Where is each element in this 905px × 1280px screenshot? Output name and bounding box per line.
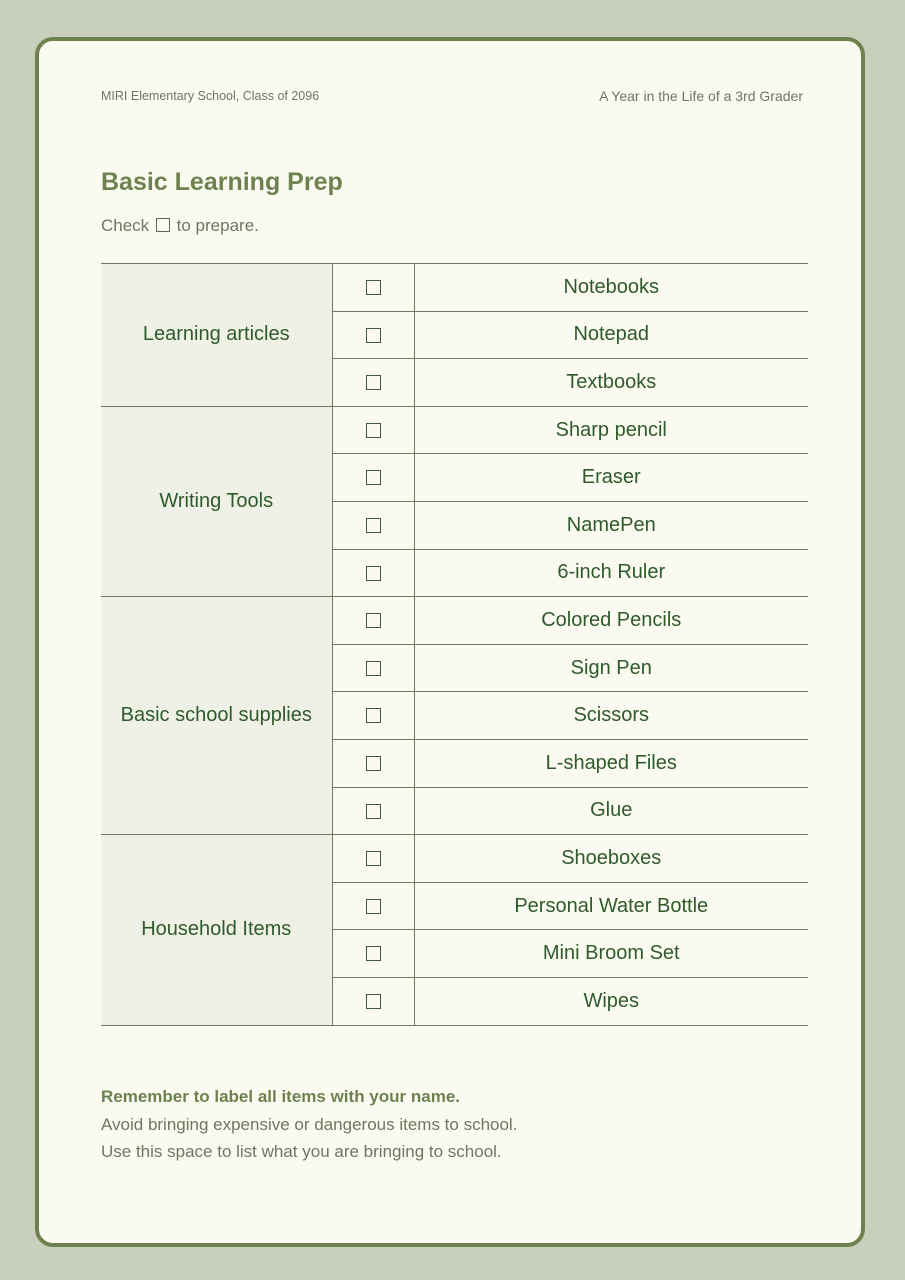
checklist-card	[35, 37, 865, 1247]
item-checkbox[interactable]	[366, 994, 381, 1009]
item-label: Sign Pen	[414, 644, 808, 692]
checkbox-cell	[332, 930, 414, 978]
category-label: Household Items	[101, 835, 332, 1025]
checkbox-cell	[332, 454, 414, 502]
item-label: Sharp pencil	[414, 406, 808, 454]
item-label: Glue	[414, 787, 808, 835]
item-label: 6-inch Ruler	[414, 549, 808, 597]
notes-section	[101, 1083, 517, 1166]
checkbox-cell	[332, 311, 414, 359]
note-avoid: Avoid bringing expensive or dangerous items to school.	[101, 1114, 518, 1134]
item-checkbox[interactable]	[366, 375, 381, 390]
item-label: Scissors	[414, 692, 808, 740]
checklist-row	[101, 264, 808, 312]
series-title: A Year in the Life of a 3rd Grader	[599, 88, 803, 104]
checklist-table	[101, 263, 808, 1026]
item-label: Notebooks	[414, 264, 808, 312]
checklist-row	[101, 597, 808, 645]
checklist-body	[101, 264, 808, 1026]
instruction-after: to prepare.	[176, 216, 259, 235]
item-checkbox[interactable]	[366, 470, 381, 485]
item-checkbox[interactable]	[366, 280, 381, 295]
checkbox-cell	[332, 264, 414, 312]
checkbox-cell	[332, 501, 414, 549]
checkbox-cell	[332, 644, 414, 692]
item-label: Colored Pencils	[414, 597, 808, 645]
checkbox-icon	[156, 218, 170, 232]
item-label: Personal Water Bottle	[414, 882, 808, 930]
note-label-reminder: Remember to label all items with your name.	[101, 1087, 460, 1106]
item-label: L-shaped Files	[414, 739, 808, 787]
item-checkbox[interactable]	[366, 708, 381, 723]
instruction-before: Check	[101, 216, 150, 235]
item-label: Notepad	[414, 311, 808, 359]
checkbox-cell	[332, 787, 414, 835]
item-checkbox[interactable]	[366, 899, 381, 914]
item-checkbox[interactable]	[366, 518, 381, 533]
checkbox-cell	[332, 359, 414, 407]
item-checkbox[interactable]	[366, 946, 381, 961]
checkbox-cell	[332, 597, 414, 645]
checkbox-cell	[332, 692, 414, 740]
category-label: Learning articles	[101, 264, 332, 407]
item-label: Textbooks	[414, 359, 808, 407]
item-label: Wipes	[414, 977, 808, 1025]
item-checkbox[interactable]	[366, 328, 381, 343]
checkbox-cell	[332, 977, 414, 1025]
checkbox-cell	[332, 549, 414, 597]
checkbox-cell	[332, 406, 414, 454]
checklist-row	[101, 406, 808, 454]
item-label: Mini Broom Set	[414, 930, 808, 978]
item-checkbox[interactable]	[366, 851, 381, 866]
page-title: Basic Learning Prep	[101, 168, 343, 196]
checklist-row	[101, 835, 808, 883]
checkbox-cell	[332, 739, 414, 787]
item-checkbox[interactable]	[366, 661, 381, 676]
checkbox-cell	[332, 882, 414, 930]
category-label: Basic school supplies	[101, 597, 332, 835]
instruction-text	[101, 216, 259, 236]
item-checkbox[interactable]	[366, 566, 381, 581]
item-label: NamePen	[414, 501, 808, 549]
note-list-space: Use this space to list what you are bringing to school.	[101, 1142, 502, 1161]
category-label: Writing Tools	[101, 406, 332, 596]
item-label: Eraser	[414, 454, 808, 502]
checkbox-cell	[332, 835, 414, 883]
item-checkbox[interactable]	[366, 756, 381, 771]
item-checkbox[interactable]	[366, 423, 381, 438]
item-checkbox[interactable]	[366, 804, 381, 819]
item-checkbox[interactable]	[366, 613, 381, 628]
school-name: MIRI Elementary School, Class of 2096	[101, 89, 320, 103]
item-label: Shoeboxes	[414, 835, 808, 883]
